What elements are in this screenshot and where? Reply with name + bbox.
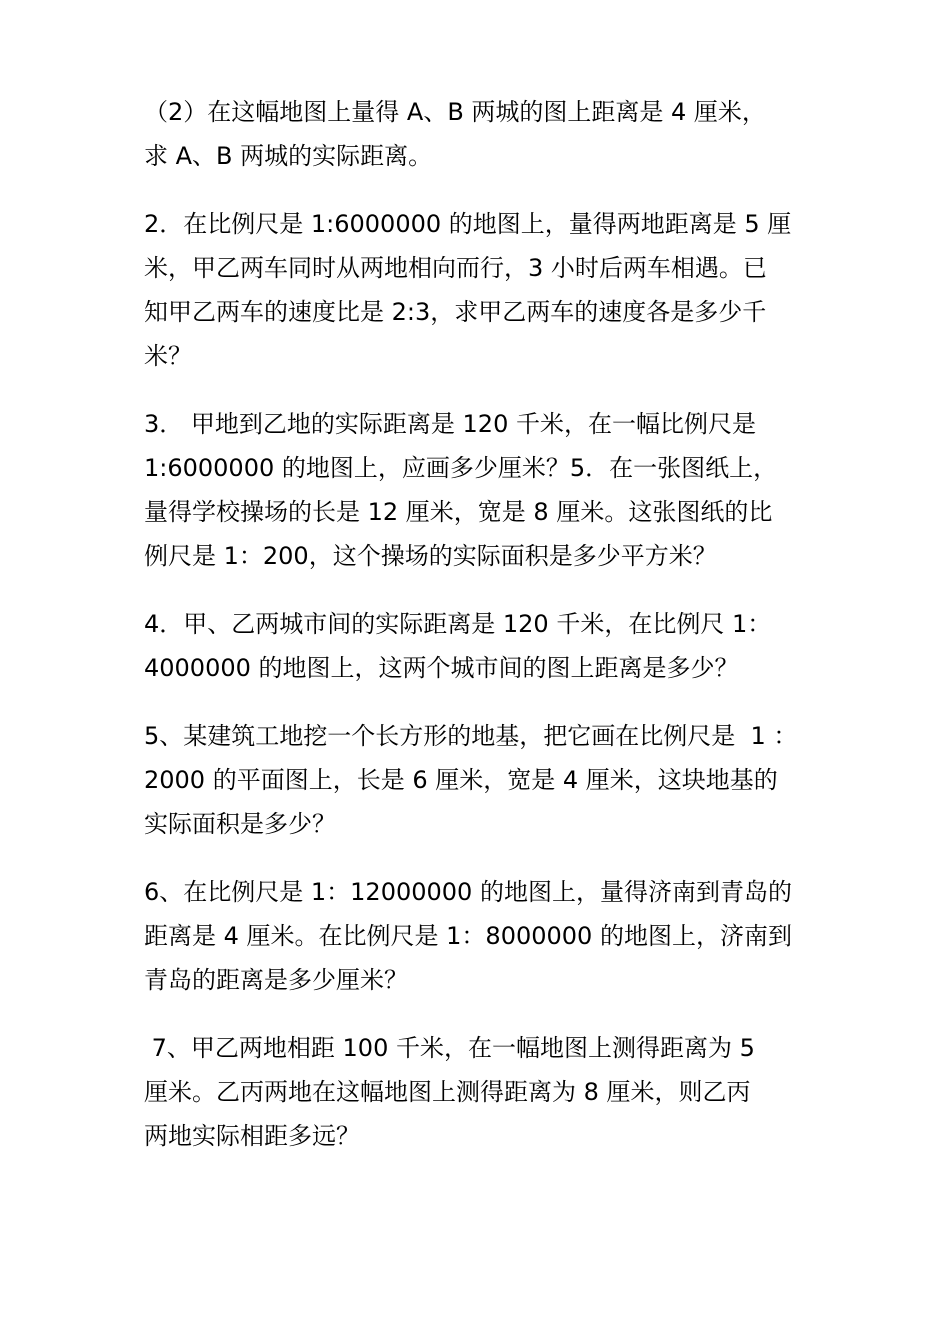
question-7 [144,1026,814,1158]
text-line: 距离是 4 厘米。在比例尺是 1：8000000 的地图上，济南到 [144,922,792,950]
document-body [144,90,814,1182]
question-1-part-2 [144,90,814,178]
text-line: 知甲乙两车的速度比是 2:3，求甲乙两车的速度各是多少千 [144,298,767,326]
question-5 [144,714,814,846]
text-line: 实际面积是多少？ [144,810,336,838]
question-4 [144,602,814,690]
text-line: 两地实际相距多远？ [144,1122,360,1150]
text-line: 2000 的平面图上，长是 6 厘米，宽是 4 厘米，这块地基的 [144,766,778,794]
text-line: 6、在比例尺是 1：12000000 的地图上，量得济南到青岛的 [144,878,792,906]
text-line: 米？ [144,342,192,370]
text-line: 4000000 的地图上，这两个城市间的图上距离是多少？ [144,654,739,682]
question-3 [144,402,814,578]
text-line: 例尺是 1：200，这个操场的实际面积是多少平方米？ [144,542,717,570]
text-line: 厘米。乙丙两地在这幅地图上测得距离为 8 厘米，则乙丙 [144,1078,751,1106]
text-line: 求 A、B 两城的实际距离。 [144,142,433,170]
text-line: 3． 甲地到乙地的实际距离是 120 千米，在一幅比例尺是 [144,410,756,438]
text-line: 7、甲乙两地相距 100 千米，在一幅地图上测得距离为 5 [144,1034,755,1062]
text-line: 1:6000000 的地图上，应画多少厘米？5．在一张图纸上， [144,454,778,482]
text-line: 5、某建筑工地挖一个长方形的地基，把它画在比例尺是 1 ： [144,722,798,750]
text-line: 米，甲乙两车同时从两地相向而行，3 小时后两车相遇。已 [144,254,767,282]
text-line: （2）在这幅地图上量得 A、B 两城的图上距离是 4 厘米， [144,98,766,126]
text-line: 4．甲、乙两城市间的实际距离是 120 千米，在比例尺 1： [144,610,772,638]
question-2 [144,202,814,378]
text-line: 量得学校操场的长是 12 厘米，宽是 8 厘米。这张图纸的比 [144,498,773,526]
text-line: 青岛的距离是多少厘米？ [144,966,408,994]
text-line: 2．在比例尺是 1:6000000 的地图上，量得两地距离是 5 厘 [144,210,792,238]
question-6 [144,870,814,1002]
